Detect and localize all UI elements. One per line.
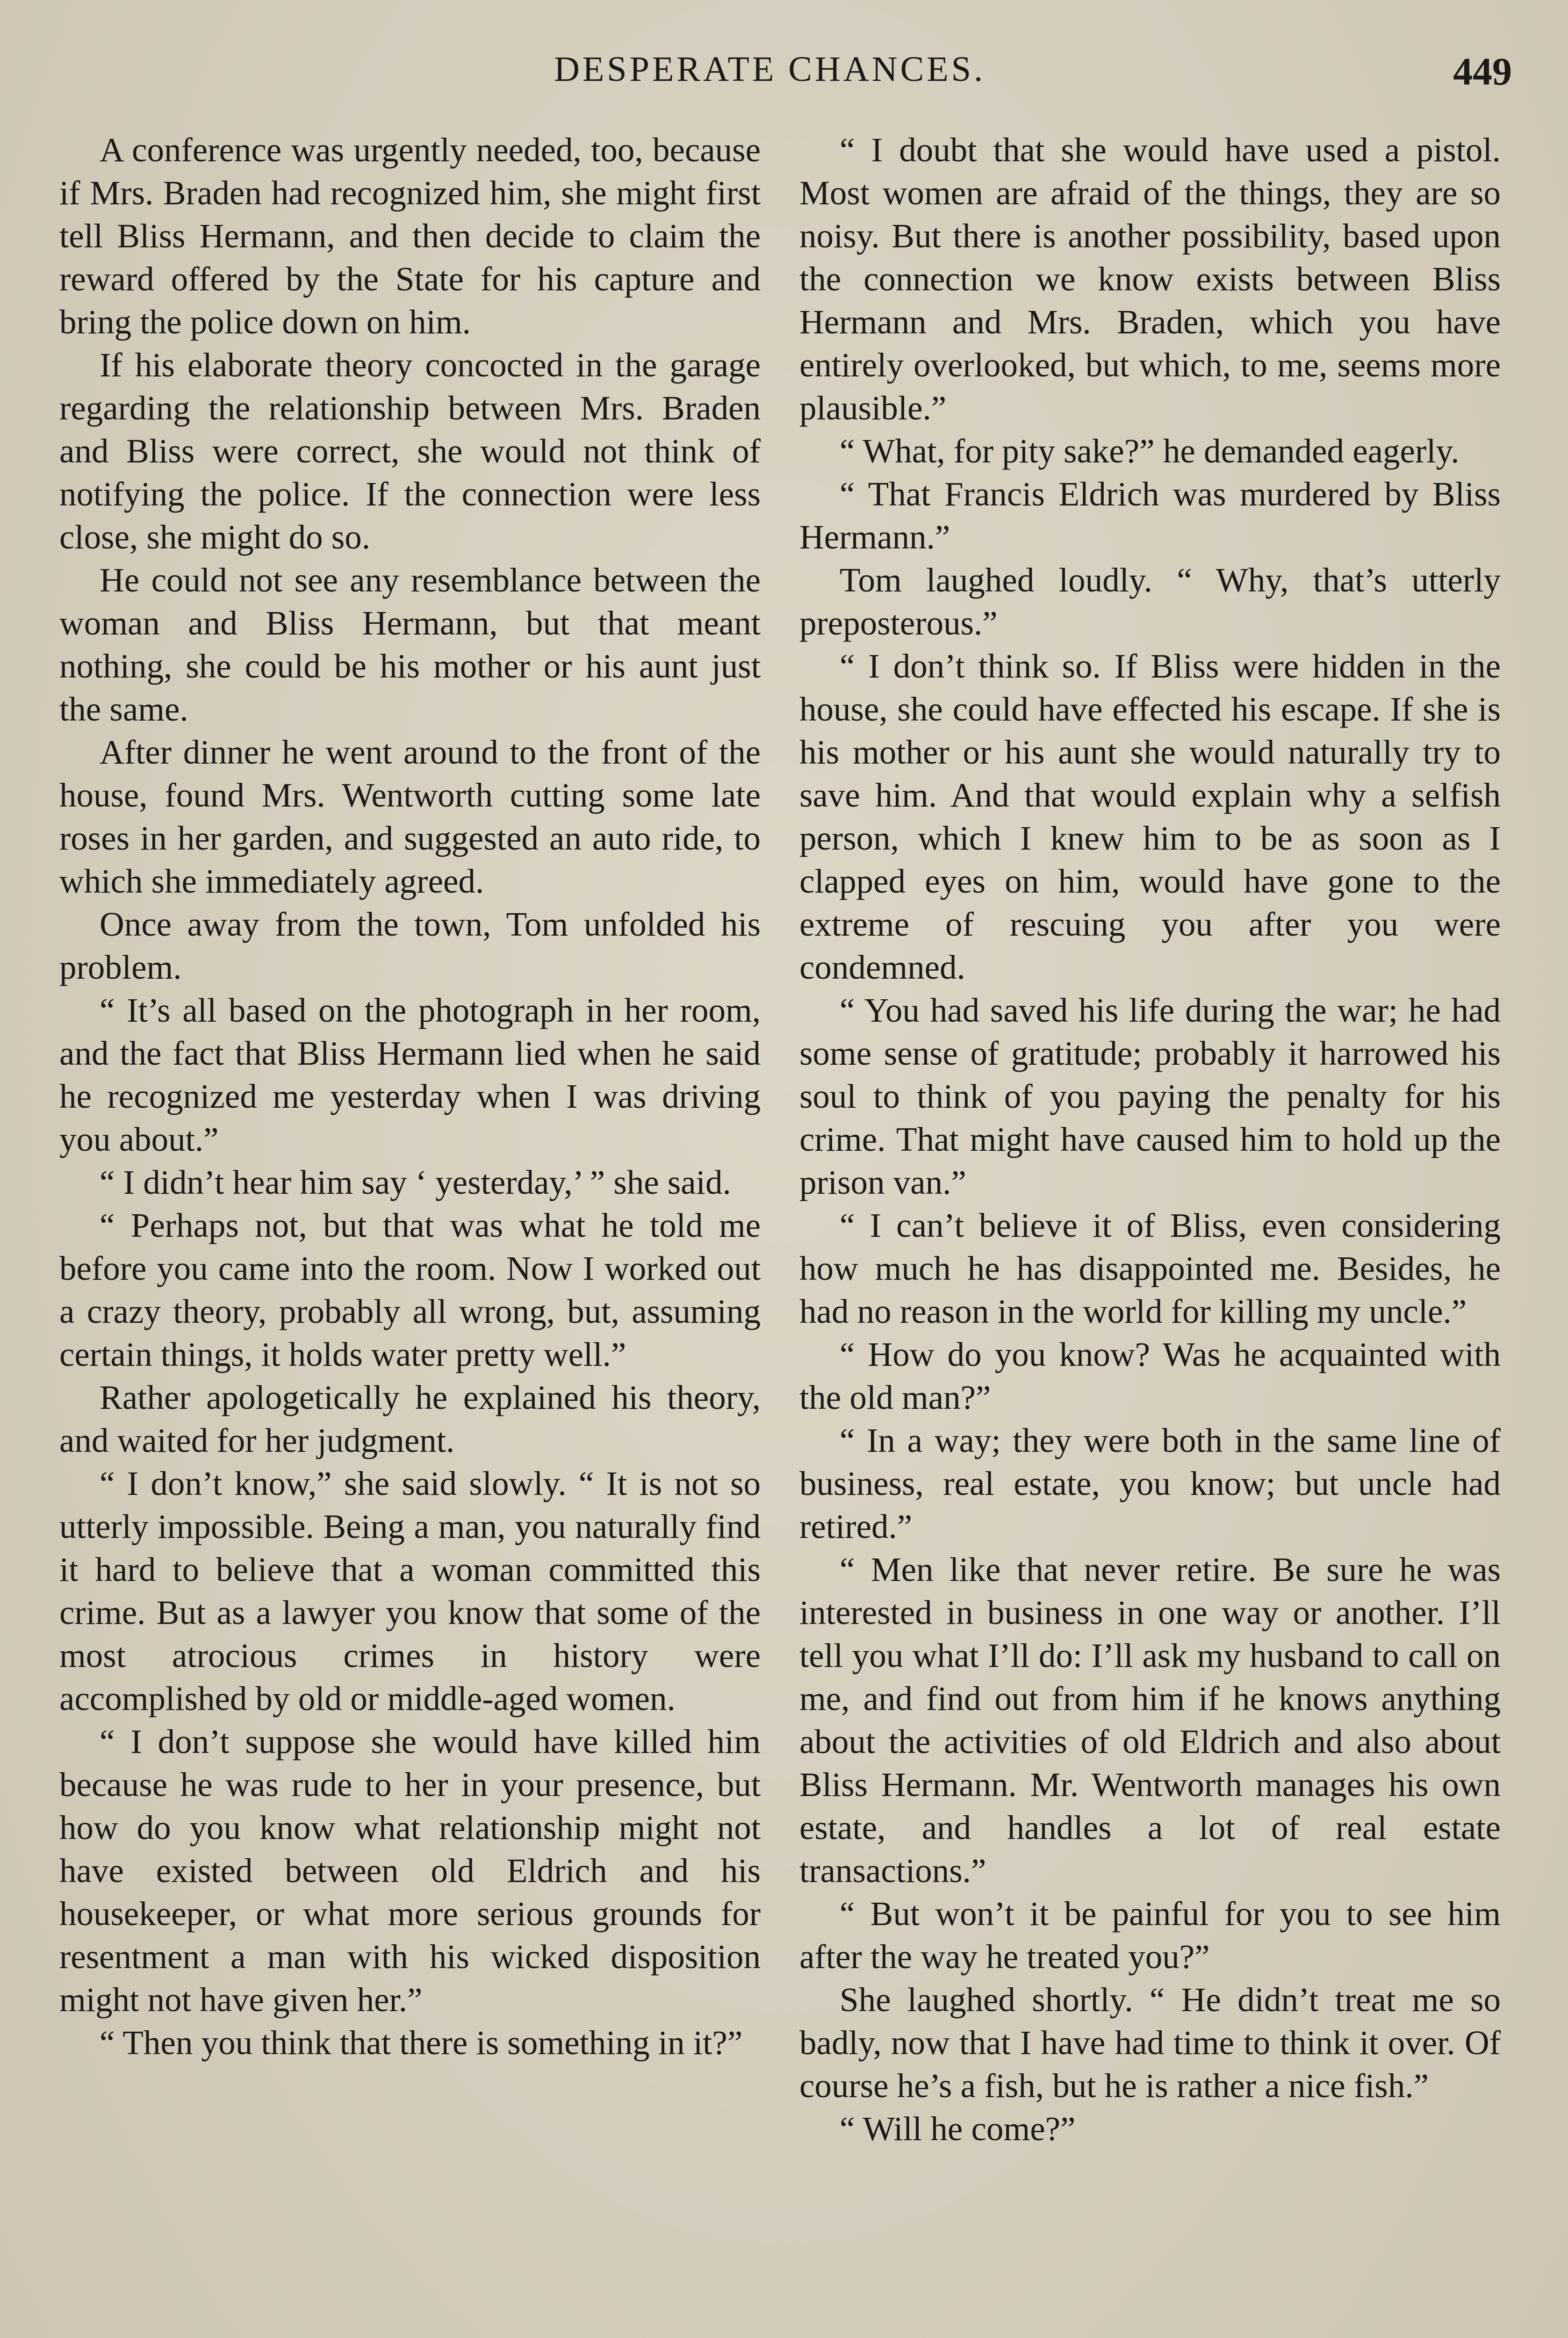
paragraph: “ But won’t it be painful for you to see him after the way he treated you?” — [799, 1895, 1501, 1976]
paragraph: He could not see any resemblance between the woman and Bliss Hermann, but that meant nothing, she could be his mother or his aunt just the same. — [59, 561, 761, 728]
paragraph: “ That Francis Eldrich was murdered by Bliss Hermann.” — [799, 475, 1501, 556]
paragraph: “ Perhaps not, but that was what he told me before you came into the room. Now I worked out a crazy theory, probably all wrong, but, assuming certain things, it holds water pretty well.” — [59, 1206, 761, 1373]
left-text-column — [59, 129, 761, 2064]
right-text-column — [799, 129, 1501, 2150]
running-head: DESPERATE CHANCES. — [554, 50, 985, 89]
paragraph: Once away from the town, Tom unfolded his problem. — [59, 905, 761, 986]
paragraph: Tom laughed loudly. “ Why, that’s utterly preposterous.” — [799, 561, 1501, 642]
paragraph: “ Then you think that there is something in it?” — [100, 2024, 743, 2062]
paragraph: “ What, for pity sake?” he demanded eagerly. — [840, 432, 1460, 470]
paragraph: “ How do you know? Was he acquainted with the old man?” — [799, 1335, 1501, 1416]
paragraph: “ In a way; they were both in the same line of business, real estate, you know; but uncle had retired.” — [799, 1422, 1501, 1545]
paragraph: “ I don’t think so. If Bliss were hidden in the house, she could have effected his escape. If she is his mother or his aunt she would naturally try to save him. And that would explain why a selfish person, which I knew him to be as soon as I clapped eyes on him, would have gone to the extreme of rescuing you after you were condemned. — [799, 647, 1501, 986]
paragraph: A conference was urgently needed, too, because if Mrs. Braden had recognized him, she might first tell Bliss Hermann, and then decide to claim the reward offered by the State for his capture and bring the police down on him. — [59, 131, 761, 341]
page-number: 449 — [1453, 50, 1512, 94]
paragraph: “ I can’t believe it of Bliss, even considering how much he has disappointed me. Besides, he had no reason in the world for killing my uncle.” — [799, 1206, 1501, 1330]
paragraph: “ You had saved his life during the war; he had some sense of gratitude; probably it harrowed his soul to think of you paying the penalty for his crime. That might have caused him to hold up the prison van.” — [799, 991, 1501, 1201]
paragraph: After dinner he went around to the front of the house, found Mrs. Wentworth cutting some late roses in her garden, and suggested an auto ride, to which she immediately agreed. — [59, 733, 761, 900]
paragraph: “ I don’t know,” she said slowly. “ It is not so utterly impossible. Being a man, you naturally find it hard to believe that a woman committed this crime. But as a lawyer you know that some of the most atrocious crimes in history were accomplished by old or middle-aged women. — [59, 1465, 761, 1717]
paragraph: “ Men like that never retire. Be sure he was interested in business in one way or another. I’ll tell you what I’ll do: I’ll ask my husband to call on me, and find out from him if he knows anything about the activities of old Eldrich and also about Bliss Hermann. Mr. Wentworth manages his own estate, and handles a lot of real estate transactions.” — [799, 1551, 1501, 1890]
paragraph: “ It’s all based on the photograph in her room, and the fact that Bliss Hermann lied when he said he recognized me yesterday when I was driving you about.” — [59, 991, 761, 1158]
paragraph: She laughed shortly. “ He didn’t treat me so badly, now that I have had time to think it over. Of course he’s a fish, but he is rather a nice fish.” — [799, 1981, 1501, 2105]
paragraph: Rather apologetically he explained his theory, and waited for her judgment. — [59, 1378, 761, 1459]
page-header — [0, 49, 1568, 101]
paragraph: “ I didn’t hear him say ‘ yesterday,’ ” she said. — [100, 1163, 731, 1201]
paragraph: “ I doubt that she would have used a pistol. Most women are afraid of the things, they are so noisy. But there is another possibility, based upon the connection we know exists between Bliss Hermann and Mrs. Braden, which you have entirely overlooked, but which, to me, seems more plausible.” — [799, 131, 1501, 427]
paragraph: If his elaborate theory concocted in the garage regarding the relationship between Mrs. Braden and Bliss were correct, she would not think of notifying the police. If the connection were less close, she might do so. — [59, 346, 761, 556]
paragraph: “ I don’t suppose she would have killed him because he was rude to her in your presence, but how do you know what relationship might not have existed between old Eldrich and his housekeeper, or what more serious grounds for resentment a man with his wicked disposition might not have given her.” — [59, 1723, 761, 2019]
paragraph: “ Will he come?” — [840, 2110, 1076, 2148]
